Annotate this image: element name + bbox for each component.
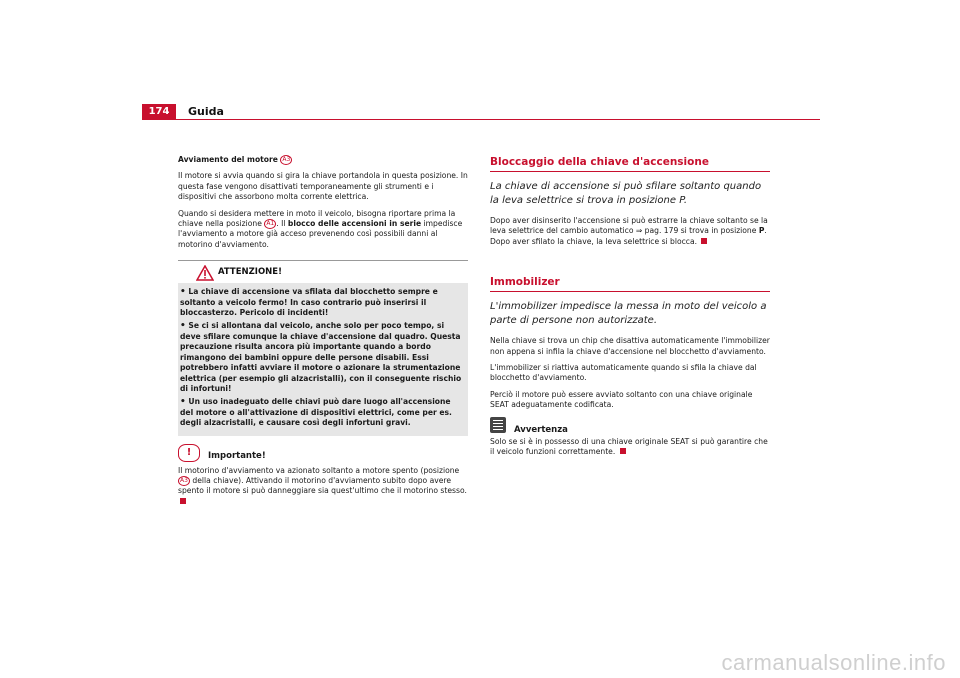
heading-immobilizer: Immobilizer <box>490 275 770 292</box>
intro-key-lock: La chiave di accensione si può sfilare soltanto quando la leva selettrice si trova in posizione P. <box>490 181 762 206</box>
body-key-lock <box>490 216 770 247</box>
notice-text-a: Il motorino d'avviamento va azionato soltanto a motore spento (posizione <box>178 465 460 475</box>
note-icon <box>490 417 506 433</box>
immobilizer-p1: Nella chiave si trova un chip che disattiva automaticamente l'immobilizer non appena si infila la chiave d'accensione nel blocchetto d'avviamento. <box>490 336 770 356</box>
warning-box <box>178 260 468 435</box>
warning-item <box>180 321 466 394</box>
bullet-icon: • <box>180 321 186 332</box>
warning-item-text: La chiave di accensione va sfilata dal blocchetto sempre e soltanto a veicolo fermo! In caso contrario può inserirsi il bloccasterzo. Pericolo di incidenti! <box>180 287 438 318</box>
note-text <box>490 437 770 458</box>
section-title: Guida <box>188 105 224 118</box>
right-column <box>490 155 770 463</box>
section-end-icon <box>180 498 186 504</box>
page-number: 174 <box>142 104 176 120</box>
warning-item <box>180 287 466 318</box>
bullet-icon: • <box>180 397 186 408</box>
warning-title: ATTENZIONE! <box>218 267 282 278</box>
section-end-icon <box>620 448 626 454</box>
notice-text <box>178 466 468 508</box>
body-key-lock-a: Dopo aver disinserito l'accensione si può estrarre la chiave soltanto se la leva selettrice del cambio automatico ⇒ pag. 179 si trova in posizione <box>490 216 768 236</box>
p2-text-a: Quando si desidera mettere in moto il veicolo, bisogna riportare prima la chiave nella posizione <box>178 208 456 229</box>
start-paragraph-1: Il motore si avvia quando si gira la chiave portandola in questa posizione. In questa fase vengono disattivati temporaneamente gli strumenti e i dispositivi che assorbono molta corrente elettrica. <box>178 171 468 202</box>
left-column <box>178 155 468 513</box>
note-title: Avvertenza <box>514 424 568 435</box>
notice-text-b: della chiave). Attivando il motorino d'avviamento subito dopo avere spento il motore si può danneggiare sia quest'ultimo che il motorino stesso. <box>178 475 467 496</box>
exclamation-icon: ! <box>178 444 200 462</box>
body-key-lock-bold: P <box>758 226 765 236</box>
p2-text-b: . Il <box>276 219 286 229</box>
warning-body <box>178 283 468 435</box>
start-title: Avviamento del motore <box>178 155 278 164</box>
start-paragraph-2 <box>178 209 468 251</box>
notice-header <box>178 444 468 466</box>
warning-item <box>180 397 466 428</box>
heading-key-lock: Bloccaggio della chiave d'accensione <box>490 155 770 172</box>
bullet-icon: • <box>180 287 186 298</box>
position-ref-badge: A3 <box>178 476 190 486</box>
section-end-icon <box>701 238 707 244</box>
start-paragraph-title <box>178 155 468 165</box>
p2-text-c: impedisce l'avviamento a motore già acceso prevenendo così possibili danni al motorino d'avviamento. <box>178 219 463 249</box>
note-header <box>490 417 770 437</box>
note-text-body: Solo se si è in possesso di una chiave originale SEAT si può garantire che il veicolo funzioni correttamente. <box>490 436 768 457</box>
header-rule <box>142 119 820 120</box>
warning-item-text: Un uso inadeguato delle chiavi può dare luogo all'accensione del motore o all'attivazione di dispositivi elettrici, come per es. degli alzacristalli, e causare così degli infortuni gravi. <box>180 397 452 428</box>
notice-title: Importante! <box>208 450 266 461</box>
body-key-lock-b: . Dopo aver sfilato la chiave, la leva selettrice si blocca. <box>490 226 767 246</box>
warning-item-text: Se ci si allontana dal veicolo, anche solo per poco tempo, si deve sfilare comunque la chiave d'accensione dal quadro. Questa precauzione risulta ancora più importante quando a bordo rimangono dei bambini oppure delle persone disabili. Essi potrebbero infatti avviare il motore o azionare la strumentazione elettrica (per esempio gli alzacristalli), con il conseguente rischio di infortuni! <box>180 321 462 393</box>
intro-immobilizer: L'immobilizer impedisce la messa in moto del veicolo a parte di persone non autorizzate. <box>490 301 767 327</box>
immobilizer-p3: Perciò il motore può essere avviato soltanto con una chiave originale SEAT adeguatamente codificata. <box>490 389 753 410</box>
warning-header <box>178 260 468 283</box>
position-ref-badge: A3 <box>280 155 292 165</box>
p2-bold: blocco delle accensioni in serie <box>287 219 422 229</box>
immobilizer-p2: L'immobilizer si riattiva automaticamente quando si sfila la chiave dal blocchetto d'avviamento. <box>490 363 757 383</box>
position-ref-badge: A1 <box>264 219 276 229</box>
warning-triangle-icon <box>196 265 214 281</box>
watermark: carmanualsonline.info <box>721 650 946 675</box>
